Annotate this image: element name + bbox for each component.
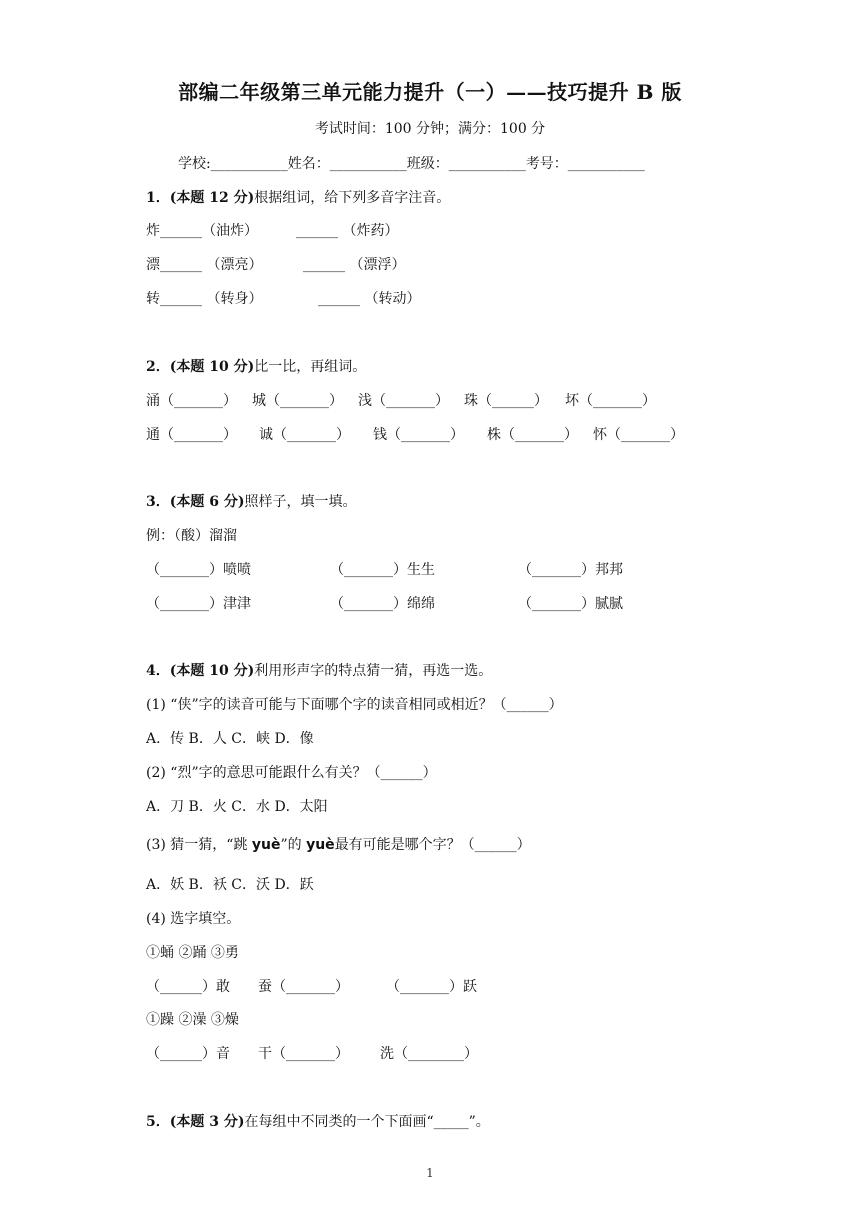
q4-part3-pinyin: yuè: [306, 837, 335, 853]
q4-part3-options: A．妖 B．袄 C．沃 D．跃: [146, 877, 314, 893]
question-5-heading: [146, 1111, 490, 1131]
q2-item: 株（_______）: [487, 427, 578, 443]
q4-group2-options: ①躁 ②澡 ③燥: [146, 1012, 239, 1028]
q1-row2-col1: 漂______ （漂亮）: [146, 257, 263, 273]
q4-part3-pre: (3) 猜一猜，“跳: [146, 837, 252, 853]
question-3-heading: [146, 491, 356, 511]
q1-row1-col2: ______ （炸药）: [296, 223, 399, 239]
q4-group2-blank: 洗（________）: [380, 1046, 478, 1062]
question-1-heading: [146, 187, 450, 207]
q4-part2-options: A．刀 B．火 C．水 D．太阳: [146, 799, 328, 815]
student-info-line: 学校:___________姓名：___________班级：___________考号：___________: [178, 156, 645, 172]
question-5-number: 5．(本题 3 分): [146, 1114, 245, 1130]
question-1-text: 根据组词，给下列多音字注音。: [254, 190, 451, 206]
q4-part1-options: A．传 B．人 C．峡 D．像: [146, 731, 314, 747]
q2-item: 涌（_______）: [146, 393, 237, 409]
q2-item: 珠（______）: [464, 393, 548, 409]
question-1-number: 1．(本题 12 分): [146, 190, 255, 206]
q4-part3: [146, 834, 531, 854]
q4-group1-blank: （______）敢: [146, 979, 230, 995]
q2-item: 城（_______）: [252, 393, 343, 409]
q4-group1-blank: 蚕（_______）: [258, 979, 349, 995]
page-number: 1: [426, 1166, 434, 1180]
question-4-number: 4．(本题 10 分): [146, 663, 255, 679]
q1-row3-col1: 转______ （转身）: [146, 291, 263, 307]
q1-row3-col2: ______ （转动）: [318, 291, 421, 307]
q4-group2-blank: 干（_______）: [258, 1046, 349, 1062]
q3-item: （_______）喷喷: [146, 562, 251, 578]
q4-group1-blank: （_______）跃: [386, 979, 477, 995]
question-5-text: 在每组中不同类的一个下面画“_____”。: [244, 1114, 490, 1130]
q3-item: （_______）邦邦: [518, 562, 623, 578]
question-4-heading: [146, 660, 492, 680]
q3-item: （_______）腻腻: [518, 596, 623, 612]
q4-part2: (2) “烈”字的意思可能跟什么有关？（______）: [146, 765, 437, 781]
q4-part4: (4) 选字填空。: [146, 911, 241, 927]
q2-item: 坏（_______）: [565, 393, 656, 409]
question-3-number: 3．(本题 6 分): [146, 494, 245, 510]
question-4-text: 利用形声字的特点猜一猜，再选一选。: [254, 663, 493, 679]
q2-item: 怀（_______）: [593, 427, 684, 443]
question-2-heading: [146, 356, 366, 376]
q3-item: （_______）生生: [330, 562, 435, 578]
q3-item: （_______）津津: [146, 596, 251, 612]
q1-row1-col1: 炸______（油炸）: [146, 223, 258, 239]
q4-part3-pinyin: yuè: [251, 837, 281, 853]
q4-part3-mid: ”的: [280, 837, 307, 853]
question-2-number: 2．(本题 10 分): [146, 359, 255, 375]
exam-info: 考试时间：100 分钟；满分：100 分: [314, 121, 546, 137]
document-title: 部编二年级第三单元能力提升（一）——技巧提升 B 版: [178, 80, 682, 104]
q3-example: 例：（酸）溜溜: [146, 528, 237, 544]
q1-row2-col2: ______ （漂浮）: [303, 257, 406, 273]
q4-group2-blank: （______）音: [146, 1046, 230, 1062]
q2-item: 钱（_______）: [373, 427, 464, 443]
q4-group1-options: ①蛹 ②踊 ③勇: [146, 945, 239, 961]
question-2-text: 比一比，再组词。: [254, 359, 367, 375]
q3-item: （_______）绵绵: [330, 596, 435, 612]
q4-part1: (1) “侠”字的读音可能与下面哪个字的读音相同或相近？（______）: [146, 697, 563, 713]
q2-item: 诚（_______）: [259, 427, 350, 443]
q4-part3-post: 最有可能是哪个字？（______）: [334, 837, 531, 853]
q2-item: 通（_______）: [146, 427, 237, 443]
question-3-text: 照样子，填一填。: [244, 494, 357, 510]
q2-item: 浅（_______）: [358, 393, 449, 409]
